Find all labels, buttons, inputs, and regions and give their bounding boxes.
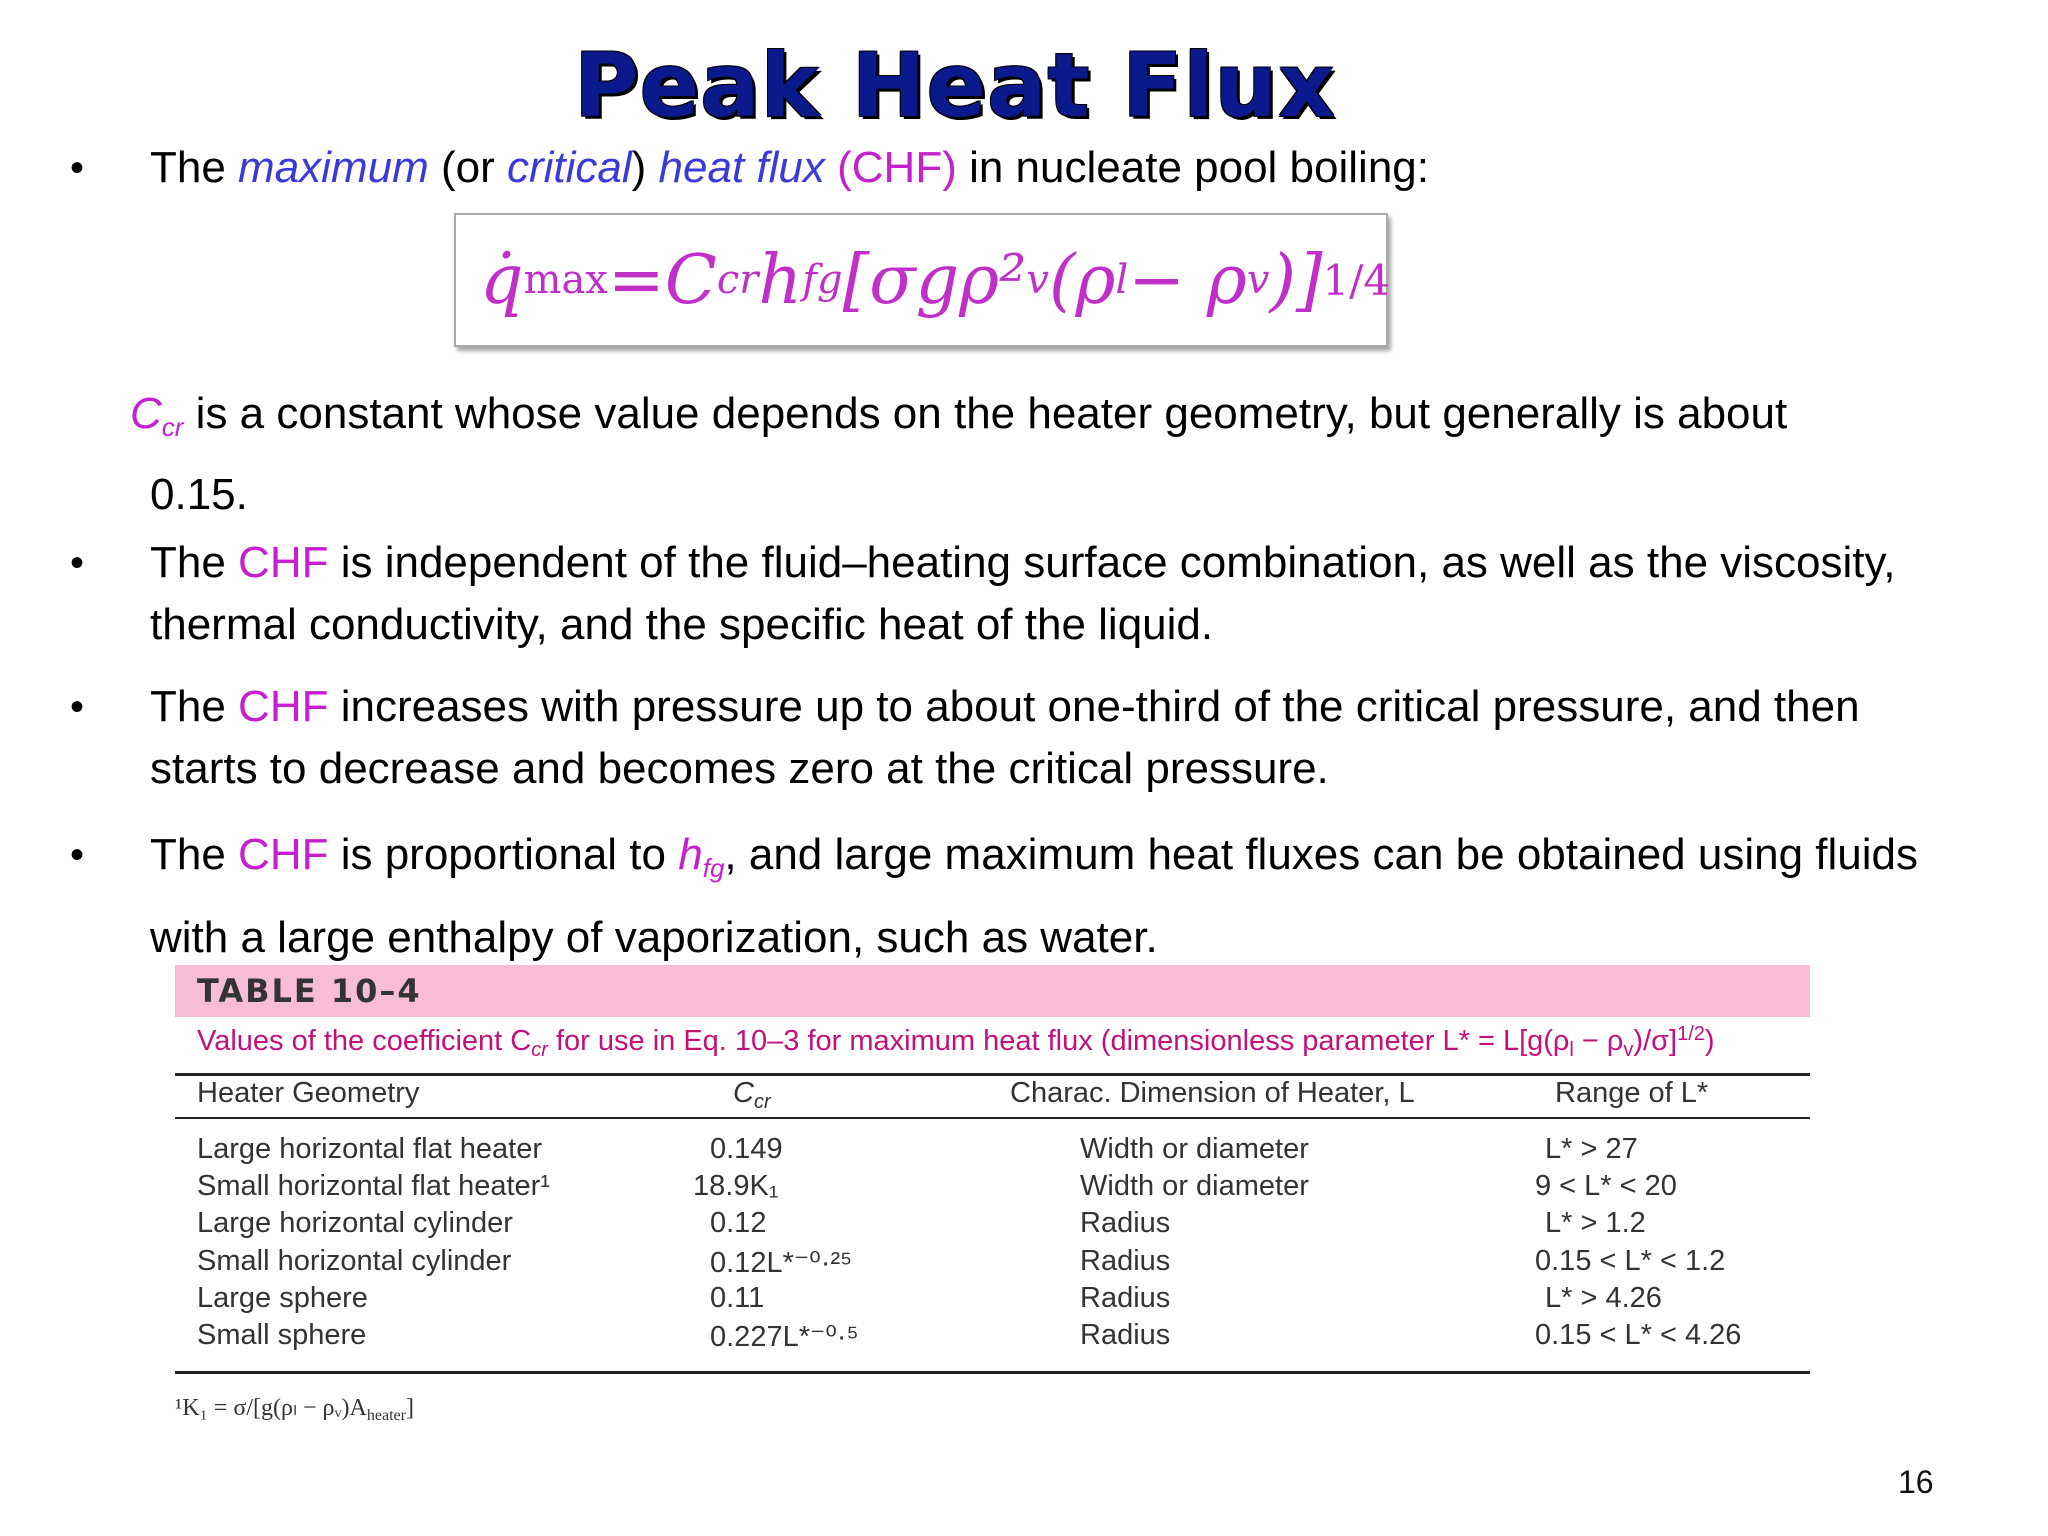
table-cell: L* > 1.2 bbox=[1545, 1207, 1646, 1239]
eq-exponent: 1/4 bbox=[1322, 255, 1391, 305]
table-cell: 9 < L* < 20 bbox=[1535, 1170, 1677, 1202]
bullet-3-text bbox=[150, 676, 1970, 800]
table-cell: Small horizontal cylinder bbox=[197, 1245, 512, 1277]
eq-minus: − ρ bbox=[1128, 240, 1247, 320]
term-heat-flux: heat flux bbox=[658, 143, 825, 192]
bullet-2-text bbox=[150, 532, 1970, 656]
caption-text: for use in Eq. 10–3 for maximum heat flux (dimensionless parameter L* = L[g(ρ bbox=[547, 1025, 1570, 1057]
text: The bbox=[150, 538, 239, 587]
text: is proportional to bbox=[328, 830, 679, 879]
col-header-dimension: Charac. Dimension of Heater, L bbox=[1010, 1077, 1415, 1109]
col-header-ccr bbox=[733, 1077, 771, 1114]
eq-sub-v: v bbox=[1246, 257, 1270, 303]
table-cell: 0.12L*⁻⁰·²⁵ bbox=[710, 1247, 853, 1279]
col-header-range: Range of L* bbox=[1555, 1077, 1709, 1109]
table-caption bbox=[175, 1023, 1810, 1062]
table-cell: 18.9K₁ bbox=[693, 1170, 779, 1202]
ccr-value: 0.15. bbox=[150, 470, 248, 519]
bullet-dot: • bbox=[70, 685, 85, 729]
table-cell: L* > 27 bbox=[1545, 1133, 1638, 1165]
bullet-dot: • bbox=[70, 146, 85, 190]
table-cell: Large horizontal cylinder bbox=[197, 1207, 513, 1239]
bullet-4-text bbox=[150, 820, 1970, 973]
eq-sub-v: v bbox=[1026, 257, 1049, 303]
chf-equation bbox=[454, 213, 1391, 347]
caption-text: )/σ] bbox=[1633, 1025, 1678, 1057]
text: (or bbox=[428, 143, 507, 192]
footnote-sub: heater bbox=[366, 1407, 406, 1424]
table-cell: L* > 4.26 bbox=[1545, 1282, 1662, 1314]
eq-sub-fg: fg bbox=[802, 257, 843, 303]
eq-sub-max: max bbox=[523, 257, 608, 303]
footnote-text: ¹K₁ = σ/[g(ρₗ − ρᵥ)A bbox=[175, 1395, 367, 1421]
bullet-1-text bbox=[150, 137, 1970, 199]
text: ) bbox=[631, 143, 659, 192]
table-rule bbox=[175, 1073, 1810, 1076]
text: The bbox=[150, 830, 239, 879]
table-cell: 0.12 bbox=[710, 1207, 767, 1239]
ccr-symbol: C bbox=[130, 389, 162, 438]
table-label: TABLE 10–4 bbox=[175, 965, 1810, 1017]
eq-sub-cr: cr bbox=[716, 257, 759, 303]
text: in nucleate pool boiling: bbox=[956, 143, 1429, 192]
term-chf: CHF bbox=[238, 830, 329, 879]
table-rule bbox=[175, 1371, 1810, 1374]
eq-c: C bbox=[664, 240, 717, 320]
ccr-note bbox=[130, 380, 2010, 529]
table-cell: Width or diameter bbox=[1080, 1133, 1309, 1165]
caption-sub: l bbox=[1569, 1039, 1574, 1061]
table-cell: Large sphere bbox=[197, 1282, 368, 1314]
caption-text: − ρ bbox=[1573, 1025, 1624, 1057]
term-maximum: maximum bbox=[238, 143, 429, 192]
caption-text: ) bbox=[1704, 1025, 1715, 1057]
table-cell: Width or diameter bbox=[1080, 1170, 1309, 1202]
text: increases with pressure up to about one-third of the critical pressure, and then starts to decrease and becomes zero at the critical pressure. bbox=[150, 682, 1860, 793]
term-chf: CHF bbox=[238, 538, 329, 587]
ccr-subscript: cr bbox=[161, 412, 184, 442]
table-cell: Radius bbox=[1080, 1319, 1171, 1351]
caption-exp: 1/2 bbox=[1677, 1023, 1705, 1045]
ccr-sub: cr bbox=[753, 1091, 771, 1113]
caption-text: Values of the coefficient C bbox=[197, 1025, 532, 1057]
text: , and large maximum heat fluxes can be obtained using fluids with a large enthalpy of vaporization, such as water. bbox=[150, 830, 1918, 962]
caption-sub: cr bbox=[531, 1039, 548, 1061]
eq-body: [σgρ² bbox=[842, 240, 1027, 320]
table-10-4 bbox=[175, 965, 1810, 1435]
text: The bbox=[150, 682, 239, 731]
table-cell: 0.15 < L* < 4.26 bbox=[1535, 1319, 1742, 1351]
term-critical: critical bbox=[506, 143, 632, 192]
table-cell: 0.227L*⁻⁰·⁵ bbox=[710, 1321, 859, 1353]
slide-title: Peak Heat Flux bbox=[574, 34, 1336, 137]
caption-sub: v bbox=[1623, 1039, 1634, 1061]
table-cell: Small horizontal flat heater¹ bbox=[197, 1170, 550, 1202]
table-cell: Large horizontal flat heater bbox=[197, 1133, 542, 1165]
table-cell: Small sphere bbox=[197, 1319, 367, 1351]
term-chf: CHF bbox=[238, 682, 329, 731]
text: The bbox=[150, 143, 239, 192]
ccr-c: C bbox=[733, 1077, 754, 1109]
hfg-subscript: fg bbox=[702, 853, 725, 883]
eq-sub-l: l bbox=[1115, 257, 1129, 303]
hfg-symbol: h bbox=[678, 830, 703, 879]
footnote-text: ] bbox=[405, 1395, 414, 1421]
ccr-text: is a constant whose value depends on the heater geometry, but generally is about bbox=[183, 389, 1788, 438]
eq-equals: = bbox=[607, 240, 665, 320]
table-cell: 0.11 bbox=[710, 1282, 765, 1314]
table-cell: Radius bbox=[1080, 1245, 1171, 1277]
bullet-dot: • bbox=[70, 541, 85, 585]
eq-q: q̇ bbox=[480, 240, 524, 320]
table-rule bbox=[175, 1117, 1810, 1119]
table-cell: 0.149 bbox=[710, 1133, 783, 1165]
eq-h: h bbox=[758, 240, 803, 320]
page-number: 16 bbox=[1898, 1464, 1934, 1500]
table-cell: Radius bbox=[1080, 1207, 1171, 1239]
col-header-geometry: Heater Geometry bbox=[197, 1077, 420, 1109]
table-footnote bbox=[175, 1393, 414, 1425]
eq-paren: (ρ bbox=[1048, 240, 1116, 320]
text: is independent of the fluid–heating surface combination, as well as the viscosity, thermal conductivity, and the specific heat of the liquid. bbox=[150, 538, 1896, 649]
table-cell: 0.15 < L* < 1.2 bbox=[1535, 1245, 1726, 1277]
table-cell: Radius bbox=[1080, 1282, 1171, 1314]
term-chf: (CHF) bbox=[824, 143, 957, 192]
eq-close: )] bbox=[1269, 240, 1323, 320]
bullet-dot: • bbox=[70, 833, 85, 877]
